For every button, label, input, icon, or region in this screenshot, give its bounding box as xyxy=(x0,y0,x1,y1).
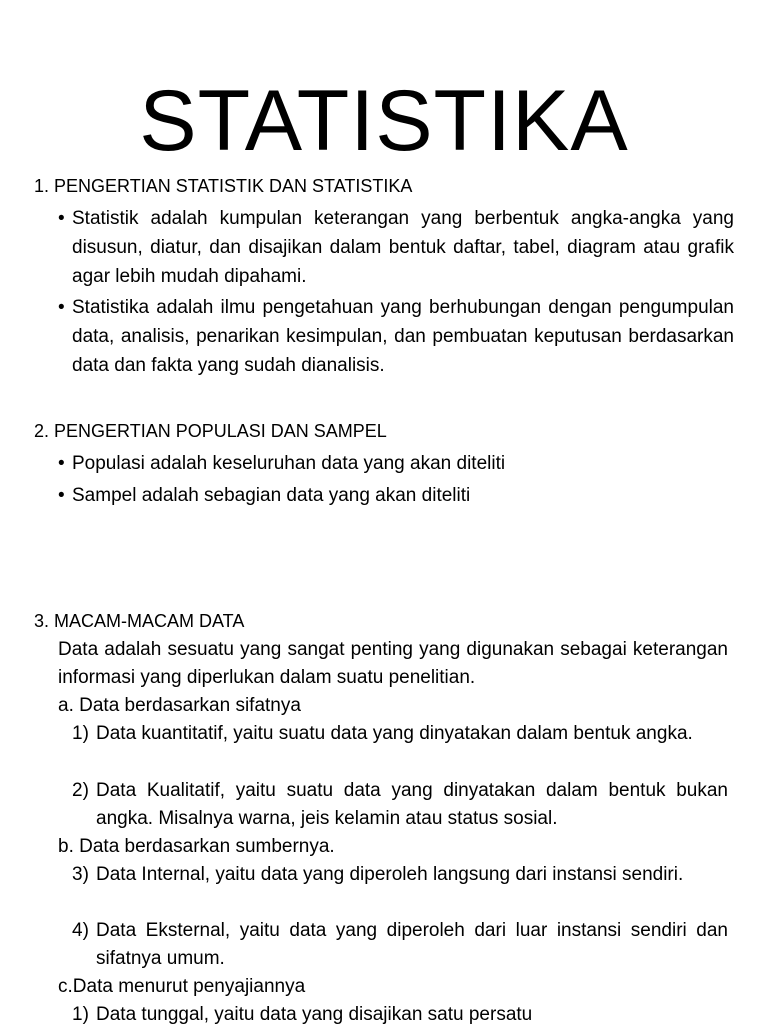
list-item-number: 4) xyxy=(72,920,89,941)
section-heading-1: 1. PENGERTIAN STATISTIK DAN STATISTIKA xyxy=(34,176,413,196)
bullet-icon: • xyxy=(58,208,65,229)
bullet-icon: • xyxy=(58,453,65,474)
list-item xyxy=(72,1001,728,1029)
list-item-text: Data Internal, yaitu data yang diperoleh langsung dari instansi sendiri. xyxy=(96,864,684,885)
list-item xyxy=(72,917,728,973)
list-item-number: 1) xyxy=(72,1004,89,1025)
section-3-intro: Data adalah sesuatu yang sangat penting yang digunakan sebagai keterangan informasi yang diperlukan dalam suatu penelitian. xyxy=(58,639,728,688)
list-item-text: Data kuantitatif, yaitu suatu data yang dinyatakan dalam bentuk angka. xyxy=(96,723,693,744)
list-item xyxy=(72,777,728,833)
bullet-icon: • xyxy=(58,297,65,318)
page-title: STATISTIKA xyxy=(139,73,629,169)
list-item-number: 3) xyxy=(72,864,89,885)
bullet-populasi xyxy=(58,449,734,478)
list-item-text: Data tunggal, yaitu data yang disajikan satu persatu xyxy=(96,1004,533,1025)
bullet-statistika xyxy=(58,293,734,380)
bullet-icon: • xyxy=(58,485,65,506)
list-item-number: 2) xyxy=(72,780,89,801)
group-label-c: c.Data menurut penyajiannya xyxy=(58,976,306,997)
list-item-text: Data Eksternal, yaitu data yang diperoleh dari luar instansi sendiri dan sifatnya umum. xyxy=(96,920,728,969)
list-item-number: 1) xyxy=(72,723,89,744)
bullet-sampel xyxy=(58,481,734,510)
section-heading-2: 2. PENGERTIAN POPULASI DAN SAMPEL xyxy=(34,421,387,441)
bullet-statistik xyxy=(58,204,734,291)
section-heading-3: 3. MACAM-MACAM DATA xyxy=(34,611,245,631)
group-label-a: a. Data berdasarkan sifatnya xyxy=(58,695,301,716)
list-item-text: Data Kualitatif, yaitu suatu data yang dinyatakan dalam bentuk bukan angka. Misalnya warna, jeis kelamin atau status sosial. xyxy=(96,780,728,829)
list-item xyxy=(72,720,728,748)
group-label-b: b. Data berdasarkan sumbernya. xyxy=(58,836,335,857)
bullet-text: Populasi adalah keseluruhan data yang akan diteliti xyxy=(72,453,506,474)
list-item xyxy=(72,861,728,889)
bullet-text: Statistik adalah kumpulan keterangan yang berbentuk angka-angka yang disusun, diatur, dan disajikan dalam bentuk daftar, tabel, diagram atau grafik agar lebih mudah dipahami. xyxy=(72,208,734,287)
bullet-text: Sampel adalah sebagian data yang akan diteliti xyxy=(72,485,471,506)
bullet-text: Statistika adalah ilmu pengetahuan yang berhubungan dengan pengumpulan data, analisis, penarikan kesimpulan, dan pembuatan keputusan berdasarkan data dan fakta yang sudah dianalisis. xyxy=(72,297,734,376)
